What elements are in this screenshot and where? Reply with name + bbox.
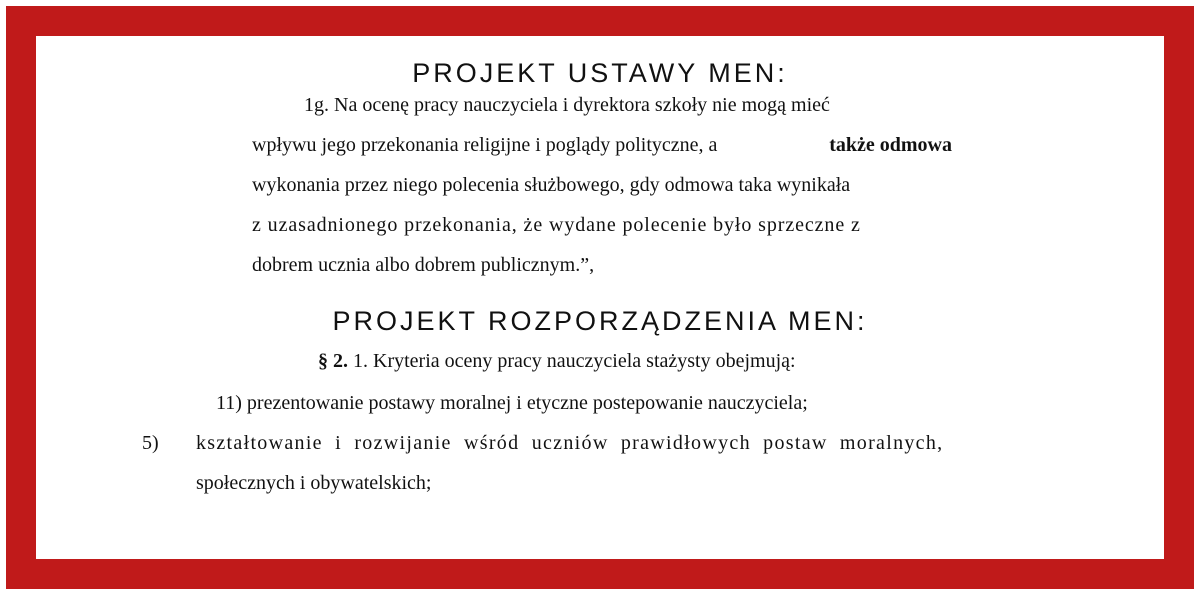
paragraph-text: 1. Kryteria oceny pracy nauczyciela stażysty obejmują: [353,350,796,372]
ustawa-line-3: wykonania przez niego polecenia służbowego, gdy odmowa taka wynikała [252,174,851,196]
ustawa-line-2-text: wpływu jego przekonania religijne i poglądy polityczne, a [252,134,718,156]
ustawa-line-2 [252,134,952,157]
criterion-item-11: 11) prezentowanie postawy moralnej i etyczne postepowanie nauczyciela; [216,392,808,414]
paragraph-2-header [318,350,796,373]
criterion-item-5-number: 5) [142,432,159,454]
ustawa-line-5: dobrem ucznia albo dobrem publicznym.”, [252,254,595,276]
ustawa-line-4: z uzasadnionego przekonania, że wydane polecenie było sprzeczne z [252,214,861,236]
criterion-item-5-line-2: społecznych i obywatelskich; [196,472,432,494]
criterion-item-5-line-1: kształtowanie i rozwijanie wśród uczniów prawidłowych postaw moralnych, [196,432,944,454]
ustawa-line-2-bold: także odmowa [829,134,952,156]
heading-projekt-rozporzadzenia: PROJEKT ROZPORZĄDZENIA MEN: [332,306,868,336]
content-panel [36,36,1164,559]
heading-projekt-ustawy: PROJEKT USTAWY MEN: [412,58,788,88]
red-frame [6,6,1194,589]
paragraph-number: § 2. [318,350,348,372]
ustawa-line-1: 1g. Na ocenę pracy nauczyciela i dyrektora szkoły nie mogą mieć [304,94,830,116]
